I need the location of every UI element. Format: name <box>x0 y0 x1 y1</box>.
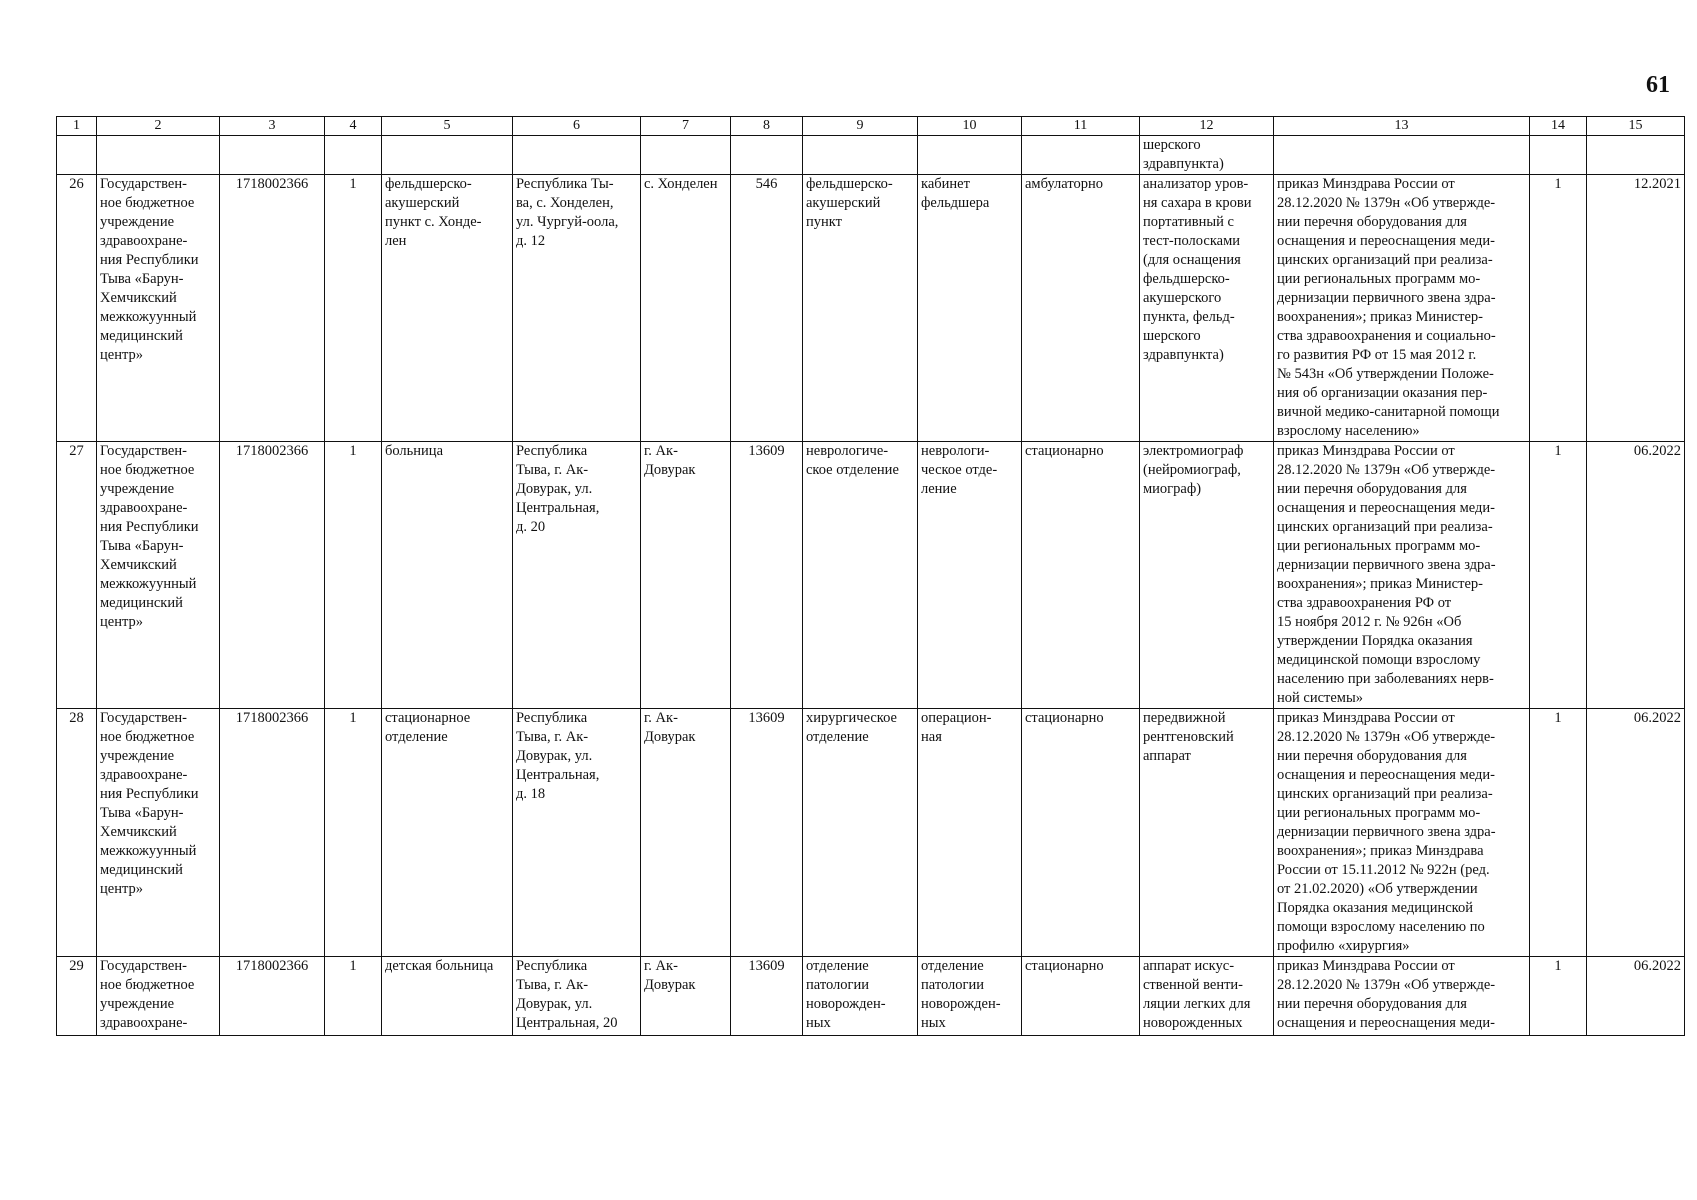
column-header: 7 <box>641 117 731 136</box>
inn-cell: 1718002366 <box>220 957 325 1036</box>
address-cell: Республика Тыва, г. Ак- Довурак, ул. Центральная, д. 20 <box>513 442 641 709</box>
count-cell: 1 <box>325 442 382 709</box>
care-mode-cell: стационарно <box>1022 709 1140 957</box>
table-row <box>57 709 1685 957</box>
page-number: 61 <box>1646 72 1670 98</box>
quantity-cell: 1 <box>1530 709 1587 957</box>
locality-cell: с. Хонделен <box>641 175 731 442</box>
table-cell <box>1274 136 1530 175</box>
row-number-cell: 28 <box>57 709 97 957</box>
locality-cell: г. Ак- Довурак <box>641 709 731 957</box>
organization-cell: Государствен- ное бюджетное учреждение здравоохране- ния Республики Тыва «Барун- Хемчикский межкожуунный медицинский центр» <box>97 175 220 442</box>
table-cell <box>1530 136 1587 175</box>
column-header: 4 <box>325 117 382 136</box>
department-cell: фельдшерско- акушерский пункт <box>803 175 918 442</box>
facility-type-cell: фельдшерско- акушерский пункт с. Хонде- лен <box>382 175 513 442</box>
room-cell: операцион- ная <box>918 709 1022 957</box>
population-cell: 546 <box>731 175 803 442</box>
table-row <box>57 442 1685 709</box>
continuation-row <box>57 136 1685 175</box>
legal-basis-cell: приказ Минздрава России от 28.12.2020 № 1379н «Об утвержде- нии перечня оборудования для оснащения и переоснащения меди- цинских организаций при реализа- ции региональных программ мо- дернизации первичного звена здра- воохранения»; приказ Минздрава России от 15.11.2012 № 922н (ред. от 21.02.2020) «Об утверждении Порядка оказания медицинской помощи взрослому населению по профилю «хирургия» <box>1274 709 1530 957</box>
table-cell <box>325 136 382 175</box>
table-cell <box>97 136 220 175</box>
column-header: 13 <box>1274 117 1530 136</box>
locality-cell: г. Ак- Довурак <box>641 442 731 709</box>
count-cell: 1 <box>325 957 382 1036</box>
facility-type-cell: больница <box>382 442 513 709</box>
column-header: 10 <box>918 117 1022 136</box>
equipment-cell: аппарат искус- ственной венти- ляции легких для новорожденных <box>1140 957 1274 1036</box>
table-cell <box>220 136 325 175</box>
population-cell: 13609 <box>731 442 803 709</box>
room-cell: кабинет фельдшера <box>918 175 1022 442</box>
table-cell <box>918 136 1022 175</box>
organization-cell: Государствен- ное бюджетное учреждение здравоохране- ния Республики Тыва «Барун- Хемчикский межкожуунный медицинский центр» <box>97 442 220 709</box>
address-cell: Республика Тыва, г. Ак- Довурак, ул. Центральная, д. 18 <box>513 709 641 957</box>
quantity-cell: 1 <box>1530 175 1587 442</box>
quantity-cell: 1 <box>1530 442 1587 709</box>
column-header: 8 <box>731 117 803 136</box>
department-cell: неврологиче- ское отделение <box>803 442 918 709</box>
legal-basis-cell: приказ Минздрава России от 28.12.2020 № 1379н «Об утвержде- нии перечня оборудования для оснащения и переоснащения меди- цинских организаций при реализа- ции региональных программ мо- дернизации первичного звена здра- воохранения»; приказ Министер- ства здравоохранения РФ от 15 ноября 2012 г. № 926н «Об утверждении Порядка оказания медицинской помощи взрослому населению при заболеваниях нерв- ной системы» <box>1274 442 1530 709</box>
column-header: 12 <box>1140 117 1274 136</box>
inn-cell: 1718002366 <box>220 709 325 957</box>
count-cell: 1 <box>325 709 382 957</box>
date-cell: 06.2022 <box>1587 442 1685 709</box>
care-mode-cell: амбулаторно <box>1022 175 1140 442</box>
department-cell: хирургическое отделение <box>803 709 918 957</box>
table-cell <box>1587 136 1685 175</box>
facility-type-cell: стационарное отделение <box>382 709 513 957</box>
population-cell: 13609 <box>731 957 803 1036</box>
row-number-cell: 27 <box>57 442 97 709</box>
quantity-cell: 1 <box>1530 957 1587 1036</box>
organization-cell: Государствен- ное бюджетное учреждение здравоохране- <box>97 957 220 1036</box>
column-header: 14 <box>1530 117 1587 136</box>
legal-basis-cell: приказ Минздрава России от 28.12.2020 № 1379н «Об утвержде- нии перечня оборудования для оснащения и переоснащения меди- <box>1274 957 1530 1036</box>
organization-cell: Государствен- ное бюджетное учреждение здравоохране- ния Республики Тыва «Барун- Хемчикский межкожуунный медицинский центр» <box>97 709 220 957</box>
equipment-cell: электромиограф (нейромиограф, миограф) <box>1140 442 1274 709</box>
table-row <box>57 957 1685 1036</box>
room-cell: неврологи- ческое отде- ление <box>918 442 1022 709</box>
care-mode-cell: стационарно <box>1022 957 1140 1036</box>
table-cell <box>382 136 513 175</box>
inn-cell: 1718002366 <box>220 442 325 709</box>
care-mode-cell: стационарно <box>1022 442 1140 709</box>
equipment-cell: анализатор уров- ня сахара в крови портативный с тест-полосками (для оснащения фельдшерско- акушерского пункта, фельд- шерского здравпункта) <box>1140 175 1274 442</box>
table-cell <box>803 136 918 175</box>
equipment-cell: шерского здравпункта) <box>1140 136 1274 175</box>
date-cell: 06.2022 <box>1587 957 1685 1036</box>
table-cell <box>513 136 641 175</box>
table-row <box>57 175 1685 442</box>
row-number-cell: 29 <box>57 957 97 1036</box>
column-header: 11 <box>1022 117 1140 136</box>
address-cell: Республика Ты- ва, с. Хонделен, ул. Чургуй-оола, д. 12 <box>513 175 641 442</box>
legal-basis-cell: приказ Минздрава России от 28.12.2020 № 1379н «Об утвержде- нии перечня оборудования для оснащения и переоснащения меди- цинских организаций при реализа- ции региональных программ мо- дернизации первичного звена здра- воохранения»; приказ Министер- ства здравоохранения и социально- го развития РФ от 15 мая 2012 г. № 543н «Об утверждении Положе- ния об организации оказания пер- вичной медико-санитарной помощи взрослому населению» <box>1274 175 1530 442</box>
column-header: 1 <box>57 117 97 136</box>
table-cell <box>57 136 97 175</box>
equipment-cell: передвижной рентгеновский аппарат <box>1140 709 1274 957</box>
inn-cell: 1718002366 <box>220 175 325 442</box>
date-cell: 12.2021 <box>1587 175 1685 442</box>
date-cell: 06.2022 <box>1587 709 1685 957</box>
column-header: 15 <box>1587 117 1685 136</box>
population-cell: 13609 <box>731 709 803 957</box>
table-cell <box>1022 136 1140 175</box>
column-header: 2 <box>97 117 220 136</box>
column-header: 5 <box>382 117 513 136</box>
equipment-register-table <box>56 116 1685 1036</box>
column-header: 3 <box>220 117 325 136</box>
row-number-cell: 26 <box>57 175 97 442</box>
column-number-row <box>57 117 1685 136</box>
column-header: 9 <box>803 117 918 136</box>
locality-cell: г. Ак- Довурак <box>641 957 731 1036</box>
table-cell <box>641 136 731 175</box>
address-cell: Республика Тыва, г. Ак- Довурак, ул. Центральная, 20 <box>513 957 641 1036</box>
column-header: 6 <box>513 117 641 136</box>
department-cell: отделение патологии новорожден- ных <box>803 957 918 1036</box>
table-cell <box>731 136 803 175</box>
room-cell: отделение патологии новорожден- ных <box>918 957 1022 1036</box>
count-cell: 1 <box>325 175 382 442</box>
facility-type-cell: детская больница <box>382 957 513 1036</box>
